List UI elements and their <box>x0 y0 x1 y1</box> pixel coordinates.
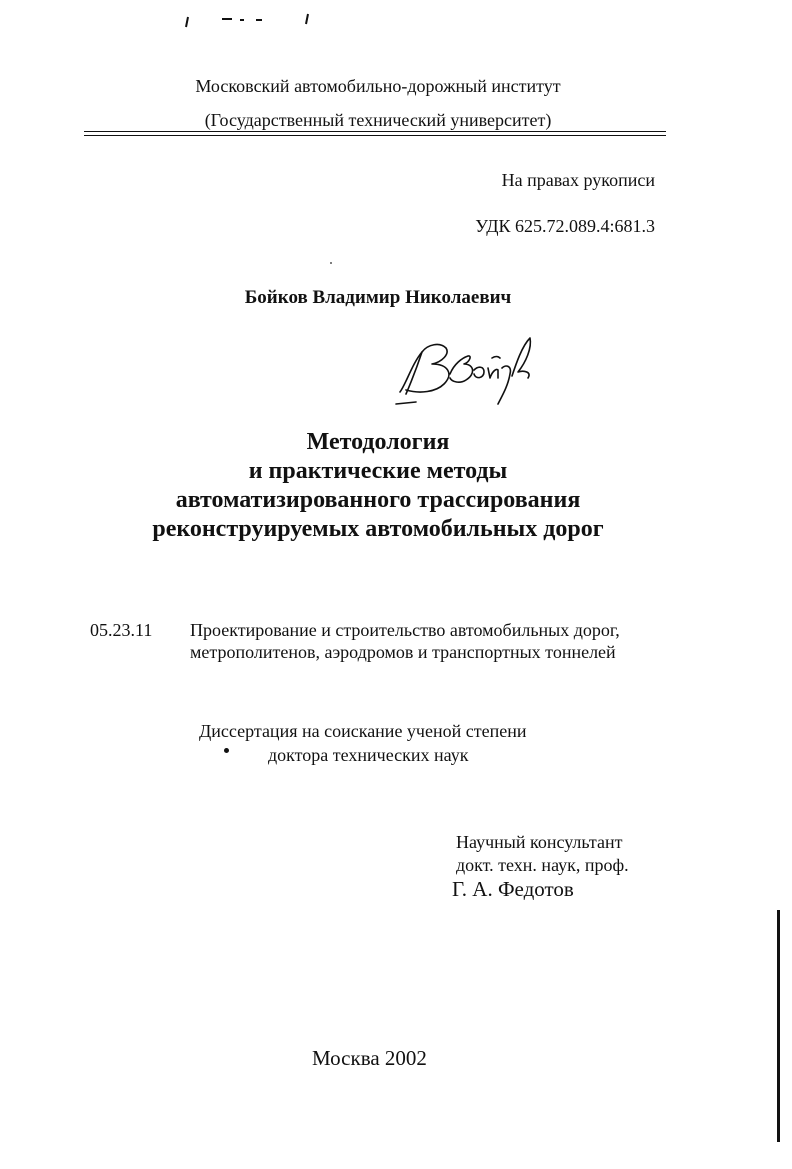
consultant-degree: докт. техн. наук, проф. <box>456 855 629 875</box>
specialty-text-line-1: Проектирование и строительство автомобильных дорог, <box>190 620 620 640</box>
scan-speck <box>330 262 332 264</box>
specialty-code: 05.23.11 <box>90 620 153 640</box>
institute-name: Московский автомобильно-дорожный институт <box>195 76 561 96</box>
title-line-4: реконструируемых автомобильных дорог <box>152 516 604 542</box>
dissertation-title <box>0 428 756 544</box>
dissertation-degree-line-1: Диссертация на соискание ученой степени <box>199 721 527 741</box>
specialty-text-line-2: метрополитенов, аэродромов и транспортных тоннелей <box>190 642 616 662</box>
city-year: Москва 2002 <box>312 1046 427 1070</box>
institute-subtitle: (Государственный технический университет) <box>204 110 552 130</box>
header-rule <box>84 131 666 136</box>
title-line-3: автоматизированного трассирования <box>175 487 581 513</box>
signature-icon <box>392 334 552 410</box>
consultant-name: Г. А. Федотов <box>452 877 574 901</box>
scan-marks <box>180 10 330 30</box>
manuscript-rights: На правах рукописи <box>501 170 655 190</box>
scan-dot <box>224 748 229 753</box>
consultant-role: Научный консультант <box>456 832 623 852</box>
title-line-2: и практические методы <box>248 458 508 484</box>
scan-edge-bar <box>777 910 780 1142</box>
dissertation-degree-line-2: доктора технических наук <box>268 745 469 765</box>
udk-code: УДК 625.72.089.4:681.3 <box>475 216 655 236</box>
title-line-1: Методология <box>306 429 450 455</box>
author-name: Бойков Владимир Николаевич <box>244 287 512 308</box>
